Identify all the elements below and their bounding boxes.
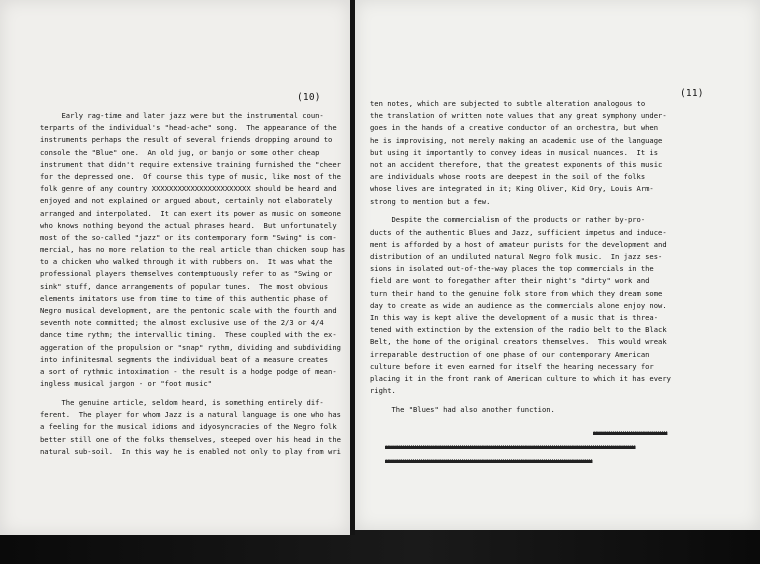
text-line: culture before it even earned for itself the hearing necessary for [370,361,654,371]
text-line: enjoyed and not explained or argued about, certainly not elaborately [40,196,333,206]
text-line: but using it importantly to convey ideas in musical nuances. It is [370,147,659,157]
text-line: for the depressed one. Of course this type of music, like most of the [40,171,341,181]
text-line: turn their hand to the genuine folk store from which they dream some [370,288,663,298]
text-line: irreparable destruction of one phase of our contemporary American [370,349,650,359]
text-line: to a chicken who walked through it with rubbers on. It was what the [40,257,333,267]
text-line: whose lives are integrated in it; King Oliver, Kid Ory, Louis Arm- [370,184,654,194]
text-line: ment is afforded by a host of amateur purists for the development and [370,239,667,249]
text-line: goes in the hands of a creative conductor of an orchestra, but when [370,123,659,133]
paragraph-gap [370,397,671,404]
left-page [0,0,350,535]
text-line: aggeration of the propulsion or "snap" rythm, dividing and subdividing [40,342,341,352]
text-line: distribution of an undiluted natural Negro folk music. In jazz ses- [370,252,663,262]
text-line: Belt, the home of the original creators themselves. This would wreak [370,337,667,347]
text-line: mercial, has no more relation to the real article than chicken soup has [40,245,346,255]
right-page-body [370,98,671,416]
text-line: into infinitesmal segments the individual beat of a measure creates [40,354,329,364]
text-line: strong to mention but a few. [370,196,491,206]
text-line: Negro musical development, are the pentonic scale with the fourth and [40,306,337,315]
text-line: natural sub-soil. In this way he is enabled not only to play from wri [40,446,341,456]
text-line: instrument that didn't require extensive training furnished the "cheer [40,159,341,169]
left-page-body [40,110,345,458]
text-line: The "Blues" had also another function. [370,405,555,415]
text-line: ten notes, which are subjected to subtle alteration analogous to [370,99,646,108]
text-line: a sort of rythmic intoximation - the result is a hodge podge of mean- [40,366,337,376]
paragraph-gap [370,208,671,215]
struck-out-line: xxxxxxxxxxxxxxxxxxxxxxxxxxxxxxxxxxxxxxxxxxxxxxxxxxxxx [385,457,593,465]
text-line: professional players themselves contemptuously refer to as "Swing or [40,269,333,279]
text-line: tened with extinction by the extension of the radio belt to the Black [370,325,667,335]
text-line: who knows nothing beyond the actual phrases heard. But unfortunately [40,220,337,230]
text-line: ingless musical jargon - or "foot music" [40,379,212,389]
text-line: better still one of the folks themselves, steeped over his head in the [40,434,341,444]
page-number-left: (10) [297,92,321,103]
text-line: instruments perhaps the result of several friends dropping around to [40,135,333,145]
struck-out-line: xxxxxxxxxxxxxxxxxxx [593,429,668,437]
text-line: terparts of the individual's "head-ache" song. The appearance of the [40,123,337,133]
text-line: most of the so-called "jazz" or its contemporary form "Swing" is com- [40,232,337,242]
text-line: console the "Blue" one. An old jug, or banjo or some other cheap [40,147,320,157]
text-line: sions in isolated out-of-the-way places the top commercials in the [370,264,654,274]
text-line: arranged and interpolated. It can exert its power as music on someone [40,208,341,218]
text-line: the translation of written note values that any great symphony under- [370,111,667,121]
page-number-right: (11) [680,88,704,99]
text-line: he is improvising, not merely making an academic use of the language [370,135,663,145]
text-line: a feeling for the musical idioms and idyosyncracies of the Negro folk [40,422,337,432]
text-line: ferent. The player for whom Jazz is a natural language is one who has [40,410,341,420]
text-line: seventh note committed; the almost exclusive use of the 2/3 or 4/4 [40,318,324,328]
text-line: In this way is kept alive the development of a music that is threa- [370,312,659,322]
text-line: placing it in the front rank of American culture to which it has every [370,373,671,383]
text-line: dance time rythm; the intervallic timing. These coupled with the ex- [40,330,337,340]
paragraph-gap [40,390,345,397]
text-line: sink" stuff, dance arrangements of popular tunes. The most obvious [40,281,329,291]
text-line: right. [370,386,396,396]
text-line: The genuine article, seldom heard, is something entirely dif- [40,398,324,408]
text-line: Despite the commercialism of the products or rather by-pro- [370,215,646,225]
text-line: not an accident therefore, that the greatest exponents of this music [370,159,663,169]
text-line: day to create as wide an audience as the commercials alone enjoy now. [370,300,667,310]
text-line: are individuals whose roots are deepest in the soil of the folks [370,172,646,182]
right-page [355,0,760,530]
text-line: field are wont to foregather after their night's "dirty" work and [370,276,650,286]
text-line: ducts of the authentic Blues and Jazz, sufficient impetus and induce- [370,227,667,237]
text-line: elements imitators use from time to time of this authentic phase of [40,293,329,303]
text-line: Early rag-time and later jazz were but the instrumental coun- [40,111,324,120]
struck-out-line: xxxxxxxxxxxxxxxxxxxxxxxxxxxxxxxxxxxxxxxxxxxxxxxxxxxxxxxxxxxxxxxx [385,443,636,451]
text-line: folk genre of any country XXXXXXXXXXXXXXXXXXXXXXX should be heard and [40,184,337,194]
